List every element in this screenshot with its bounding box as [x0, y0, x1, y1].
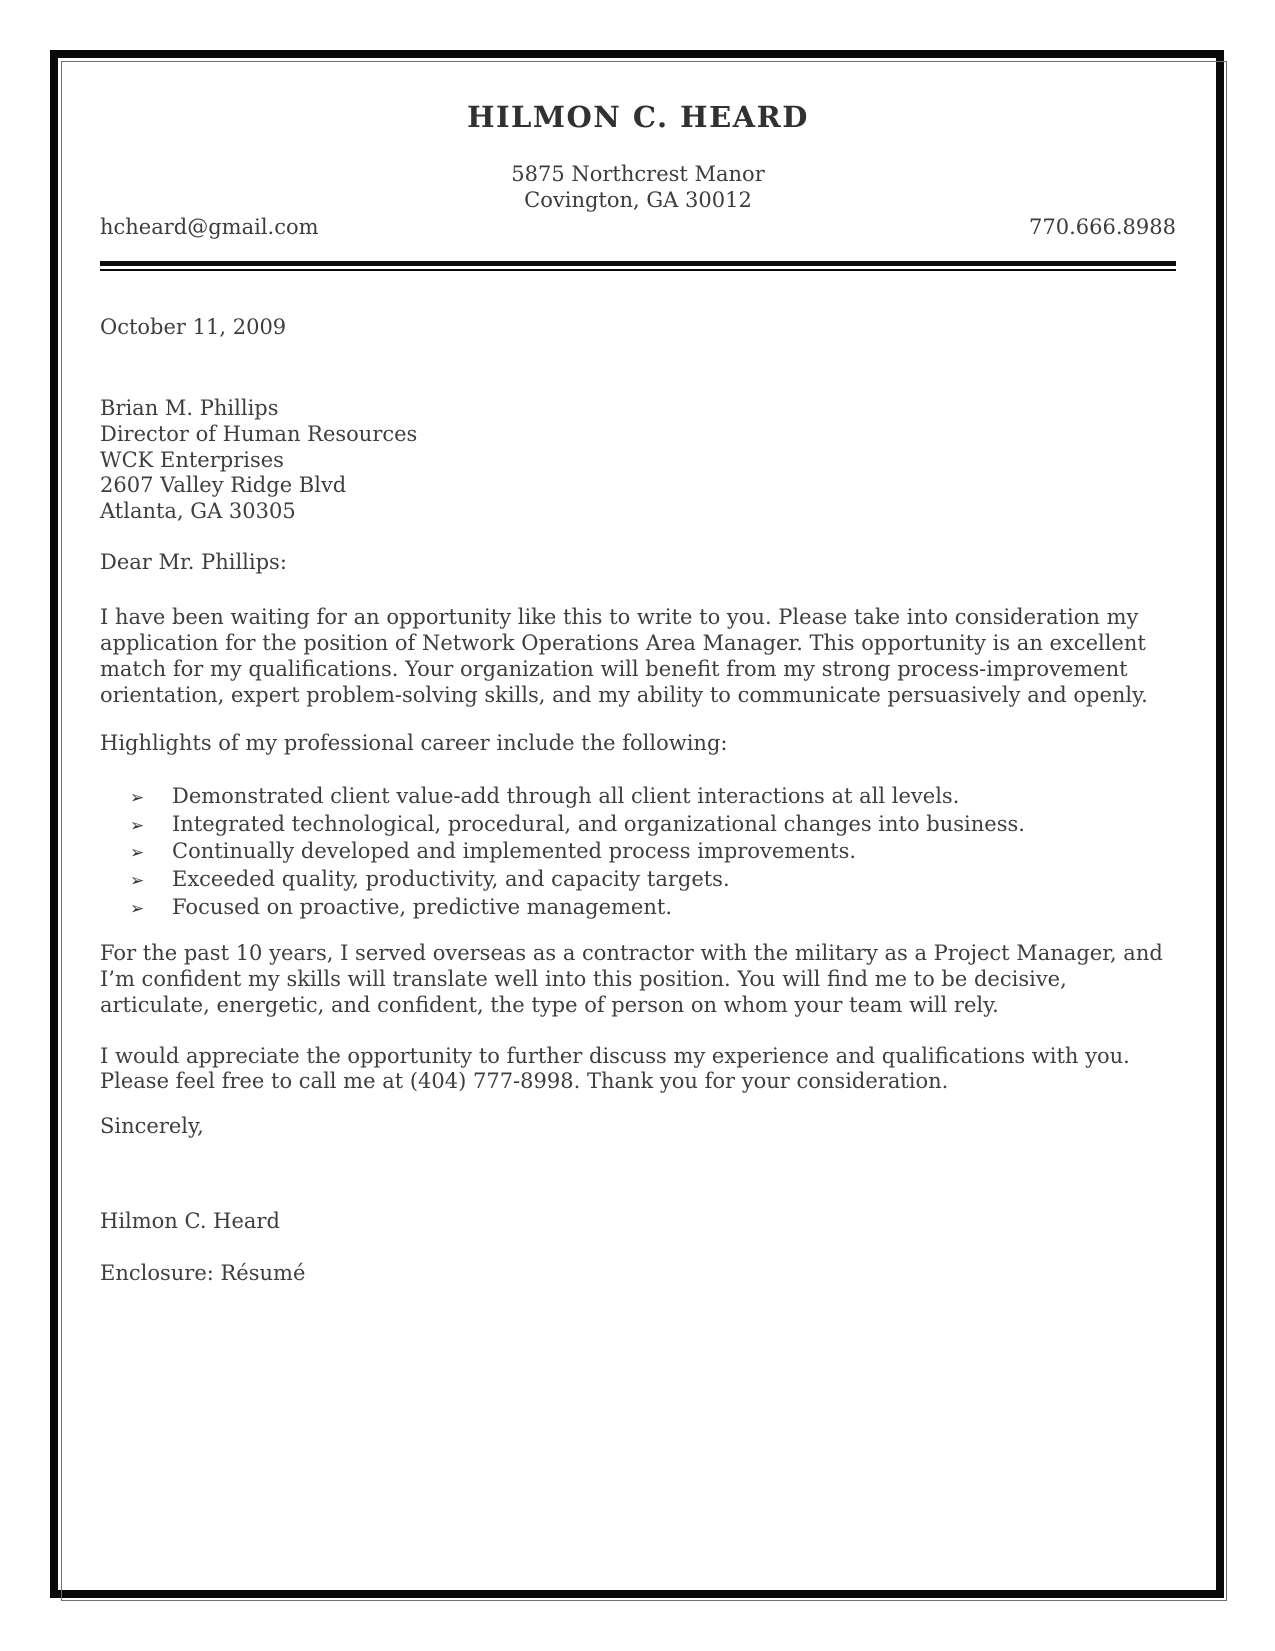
recipient-city: Atlanta, GA 30305 [100, 499, 296, 524]
list-item-text: Focused on proactive, predictive management. [172, 894, 673, 919]
letterhead-contact-row [100, 215, 1176, 241]
recipient-title: Director of Human Resources [100, 421, 418, 446]
salutation: Dear Mr. Phillips: [100, 549, 287, 574]
arrowhead-bullet-icon: ➢ [130, 787, 145, 808]
list-item-text: Demonstrated client value-add through all client interactions at all levels. [172, 783, 960, 808]
list-item [100, 867, 1176, 895]
enclosure-note: Enclosure: Résumé [100, 1261, 306, 1286]
recipient-name: Brian M. Phillips [100, 396, 279, 421]
letterhead-email: hcheard@gmail.com [100, 215, 319, 239]
arrowhead-bullet-icon: ➢ [130, 898, 145, 919]
list-item [100, 895, 1176, 923]
letterhead-name: HILMON C. HEARD [467, 100, 809, 134]
arrowhead-bullet-icon: ➢ [130, 843, 145, 864]
list-item [100, 839, 1176, 867]
letter-content [100, 62, 1176, 1287]
letterhead-address [100, 162, 1176, 213]
recipient-street: 2607 Valley Ridge Blvd [100, 473, 347, 498]
list-item [100, 784, 1176, 812]
list-item-text: Integrated technological, procedural, and organizational changes into business. [172, 811, 1025, 836]
signature-name: Hilmon C. Heard [100, 1208, 280, 1233]
letterhead-address-line1: 5875 Northcrest Manor [511, 162, 765, 186]
letterhead-address-line2: Covington, GA 30012 [524, 187, 752, 212]
list-item-text: Continually developed and implemented process improvements. [172, 839, 857, 864]
letter-date: October 11, 2009 [100, 314, 287, 339]
letterhead-phone: 770.666.8988 [1029, 215, 1176, 239]
recipient-block [100, 396, 1176, 525]
list-item-text: Exceeded quality, productivity, and capacity targets. [172, 867, 730, 892]
paragraph-call-to-action: I would appreciate the opportunity to further discuss my experience and qualifications with you. Please feel free to call me at (404) 777-8998. Thank you for your consideration. [100, 1043, 1130, 1094]
highlights-list [100, 784, 1176, 923]
recipient-company: WCK Enterprises [100, 447, 284, 472]
list-item [100, 812, 1176, 840]
arrowhead-bullet-icon: ➢ [130, 871, 145, 892]
closing: Sincerely, [100, 1113, 204, 1138]
letterhead-divider-rule [100, 261, 1176, 271]
arrowhead-bullet-icon: ➢ [130, 815, 145, 836]
paragraph-intro: I have been waiting for an opportunity like this to write to you. Please take into consideration my application for the position of Network Operations Area Manager. This opportunity is an excellent match for my qualifications. Your organization will benefit from my strong process-improvement orientation, expert problem-solving skills, and my ability to communicate persuasively and openly. [100, 605, 1148, 707]
paragraph-experience: For the past 10 years, I served overseas as a contractor with the military as a Project Manager, and I’m confident my skills will translate well into this position. You will find me to be decisive, articulate, energetic, and confident, the type of person on whom your team will rely. [100, 941, 1163, 1017]
highlights-intro: Highlights of my professional career include the following: [100, 731, 728, 756]
